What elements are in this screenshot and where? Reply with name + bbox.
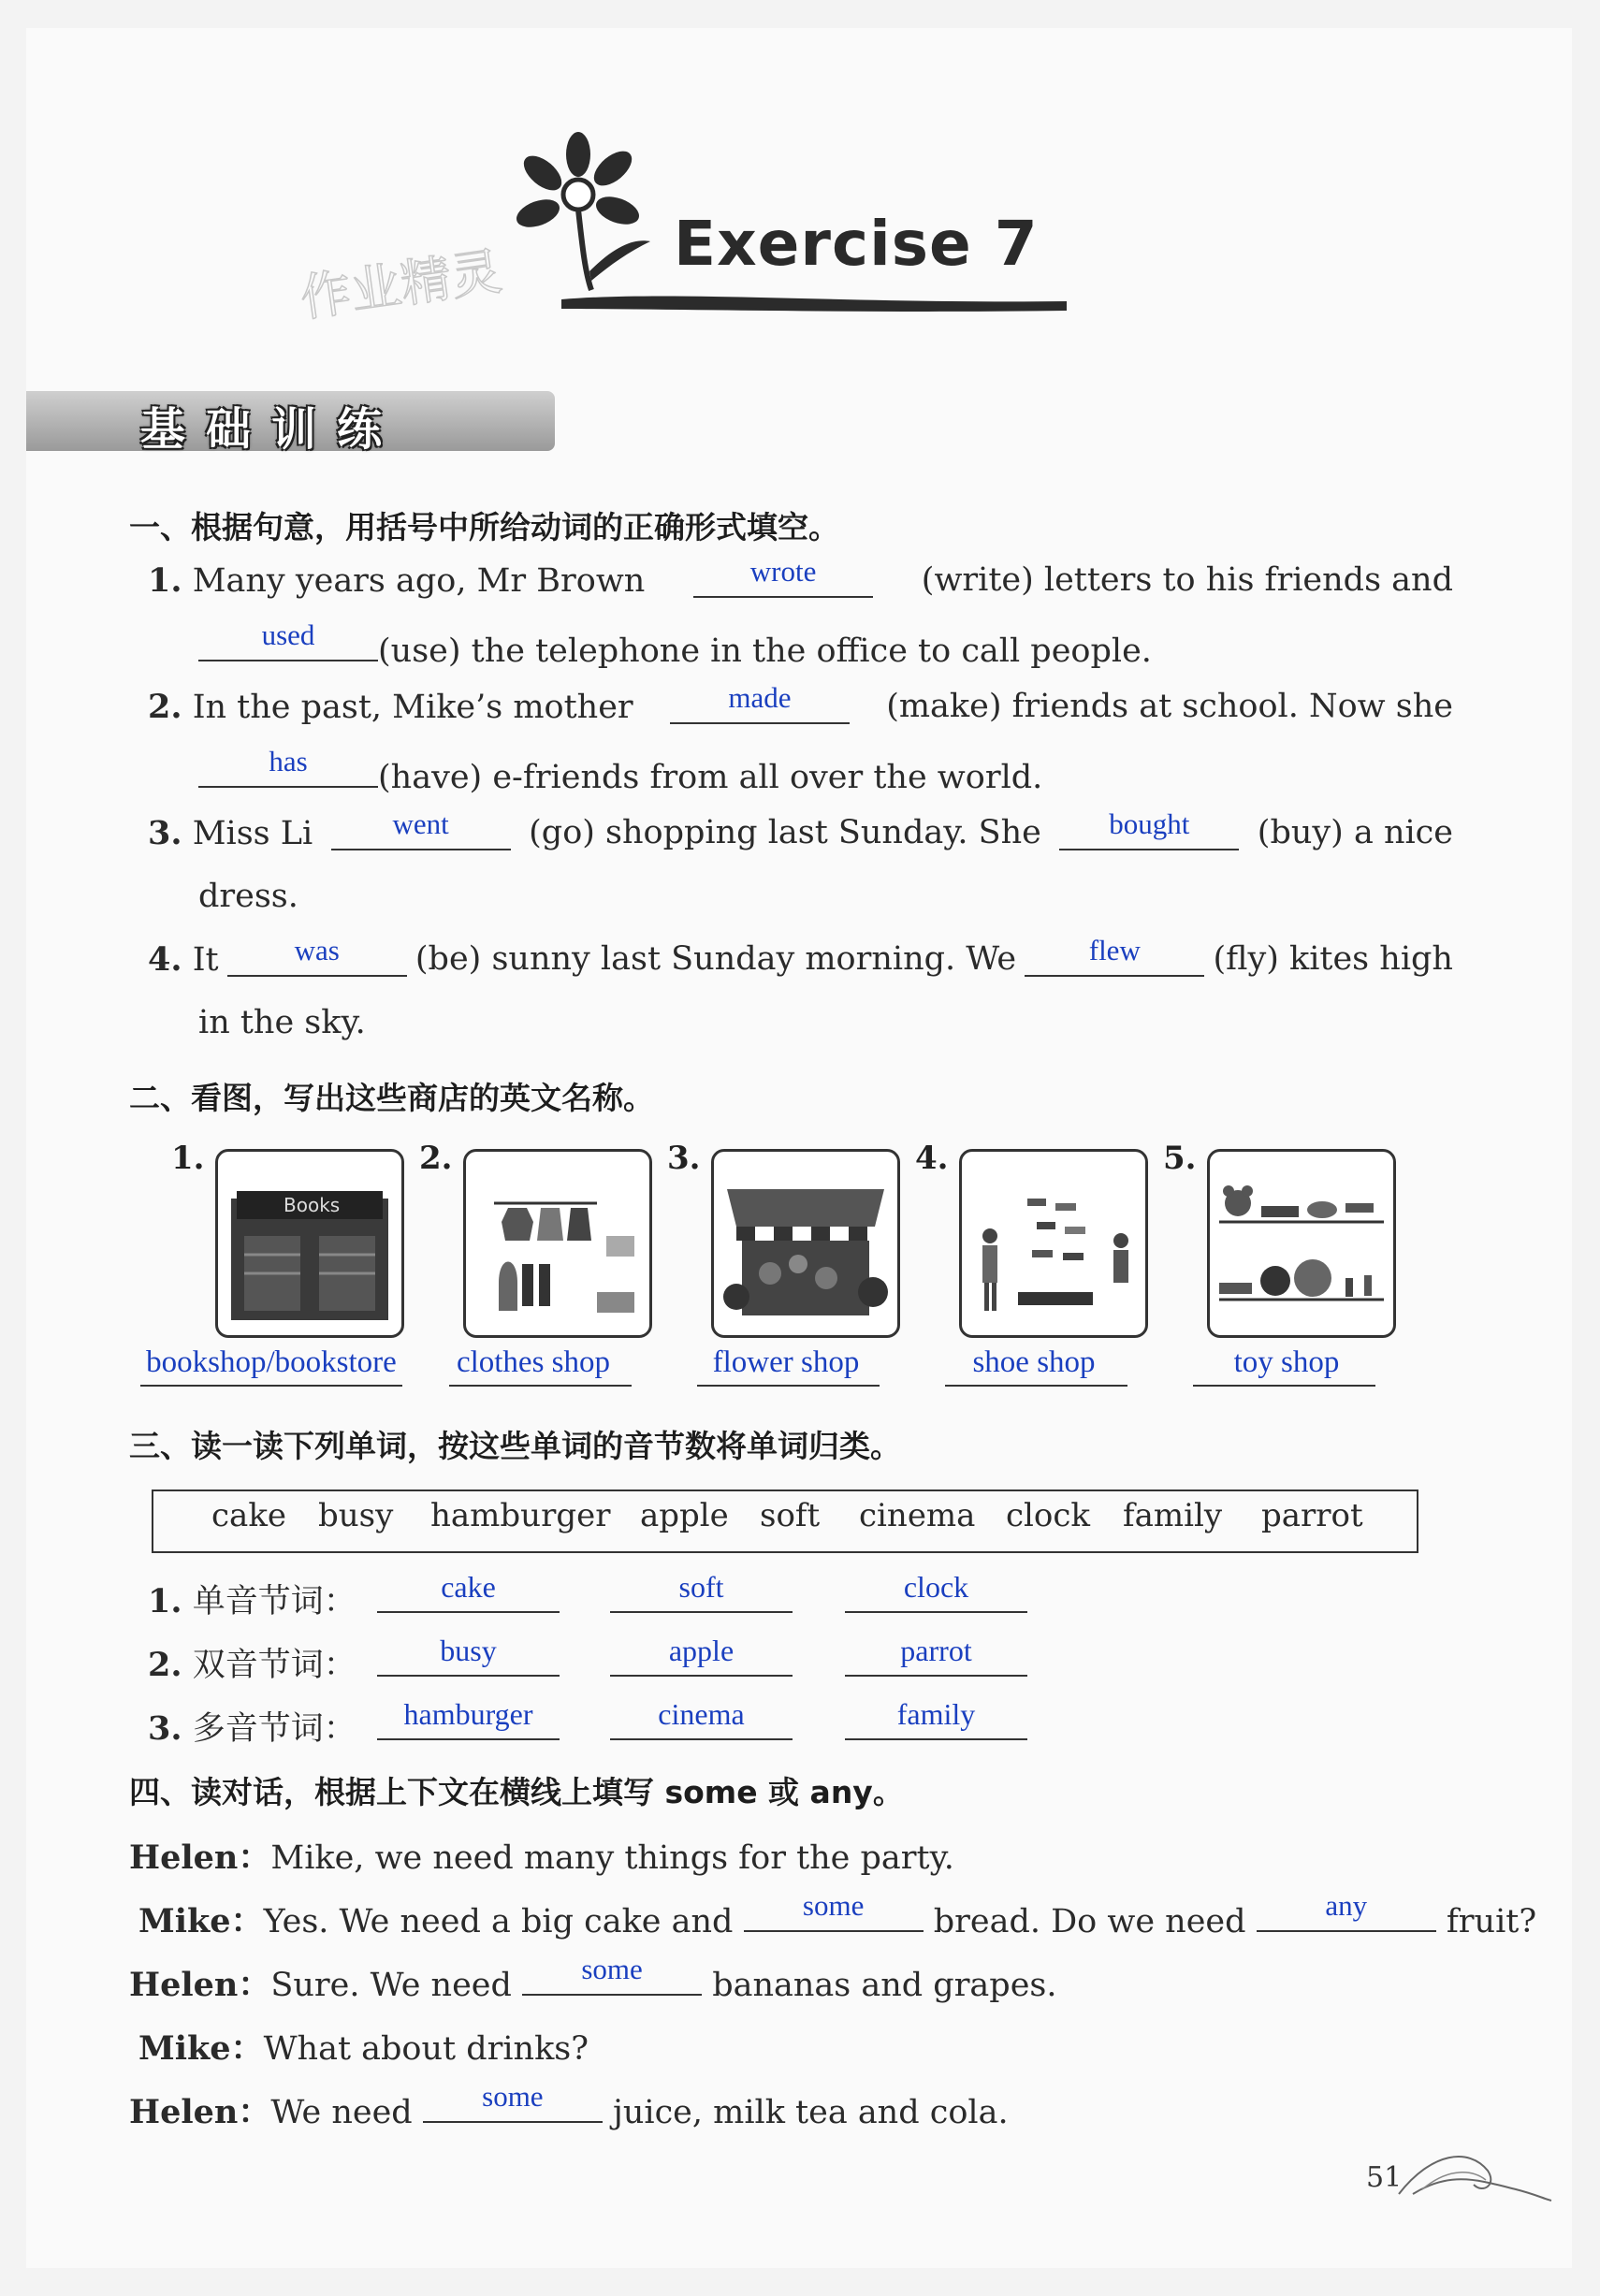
shop5-blank[interactable] (1193, 1385, 1375, 1387)
speaker-helen: Helen： (129, 1966, 271, 2004)
speaker-mike: Mike： (138, 2029, 264, 2068)
q1-text-b: (write) letters to his friends and (921, 561, 1453, 599)
wave-decoration-icon (1394, 2143, 1553, 2208)
shop1-answer: bookshop/bookstore (146, 1345, 397, 1379)
shop4-answer: shoe shop (972, 1345, 1096, 1379)
cat-row3-number: 3. (148, 1709, 182, 1748)
q2-line1 (148, 681, 1453, 726)
cat-row1-label (148, 1576, 356, 1622)
dialogue2-blank2[interactable] (1257, 1889, 1436, 1932)
word-parrot: parrot (1261, 1497, 1363, 1534)
shoe-shop-picture (959, 1149, 1148, 1338)
clothes-shop-icon (466, 1152, 649, 1335)
section1-heading: 一、根据句意，用括号中所给动词的正确形式填空。 (129, 509, 839, 545)
dialogue3-text-b: bananas and grapes. (712, 1967, 1057, 2004)
q3-line1 (148, 807, 1453, 852)
dialogue-line4 (138, 2023, 589, 2070)
dialogue-line5 (129, 2080, 1009, 2133)
dialogue2-blank1[interactable] (744, 1889, 924, 1932)
q4-text-d: in the sky. (198, 1004, 366, 1041)
section2-heading: 二、看图，写出这些商店的英文名称。 (129, 1080, 654, 1116)
toy-shop-picture (1207, 1149, 1396, 1338)
speaker-helen: Helen： (129, 2093, 271, 2131)
q2-blank2[interactable] (198, 745, 378, 788)
shop2-number: 2. (419, 1140, 453, 1177)
q4-text-b: (be) sunny last Sunday morning. We (415, 940, 1017, 978)
q1-number: 1. (148, 561, 182, 600)
speaker-helen: Helen： (129, 1838, 271, 1877)
q4-answer1: was (294, 934, 340, 966)
dialogue2-answer1: some (802, 1889, 865, 1923)
shop3-blank[interactable] (697, 1385, 880, 1387)
shop1-blank[interactable] (140, 1385, 402, 1387)
bookshop-icon (218, 1152, 401, 1335)
dialogue5-blank[interactable] (423, 2080, 603, 2123)
q2-text-a: In the past, Mike’s mother (192, 689, 633, 726)
speaker-mike: Mike： (138, 1902, 264, 1940)
section4-heading: 四、读对话，根据上下文在横线上填写 some 或 any。 (129, 1774, 904, 1810)
dialogue1-text: Mike, we need many things for the party. (270, 1839, 954, 1877)
shop2-blank[interactable] (449, 1385, 632, 1387)
q1-answer1: wrote (749, 555, 817, 588)
cat-row2-number: 2. (148, 1646, 182, 1684)
q4-answer2: flew (1088, 934, 1141, 966)
q3-number: 3. (148, 814, 182, 852)
cat-row3-text: 多音节词： (192, 1710, 356, 1748)
dialogue-line3 (129, 1953, 1057, 2006)
toy-shop-icon (1210, 1152, 1393, 1335)
q1-answer2: used (261, 618, 315, 651)
watermark: 作业精灵 (297, 241, 505, 328)
dialogue5-text-a: We need (270, 2094, 413, 2131)
dialogue5-answer: some (482, 2080, 544, 2114)
word-soft: soft (760, 1497, 821, 1534)
word-cinema: cinema (859, 1497, 976, 1534)
q2-line2 (198, 745, 1043, 796)
shop2-answer: clothes shop (456, 1345, 611, 1379)
page-number: 51 (1366, 2161, 1403, 2194)
q2-number: 2. (148, 688, 182, 726)
cat-row3-answer2[interactable]: cinema (610, 1695, 793, 1740)
cat-row3-answer3[interactable]: family (845, 1695, 1027, 1740)
q3-blank2[interactable] (1059, 807, 1239, 850)
bookshop-picture (215, 1149, 404, 1338)
shop5-number: 5. (1163, 1140, 1197, 1177)
q4-blank1[interactable] (227, 934, 407, 977)
word-busy: busy (318, 1497, 394, 1534)
section3-heading: 三、读一读下列单词，按这些单词的音节数将单词归类。 (129, 1428, 901, 1464)
q1-blank2[interactable] (198, 618, 378, 661)
flower-shop-picture (711, 1149, 900, 1338)
q4-blank2[interactable] (1025, 934, 1204, 977)
shop4-number: 4. (915, 1140, 949, 1177)
q4-number: 4. (148, 940, 182, 979)
q2-blank1[interactable] (670, 681, 850, 724)
q1-text-a: Many years ago, Mr Brown (192, 562, 646, 600)
word-cake: cake (211, 1497, 287, 1534)
dialogue5-text-b: juice, milk tea and cola. (612, 2094, 1009, 2131)
q3-answer2: bought (1109, 807, 1190, 840)
dialogue2-text-b: bread. Do we need (933, 1903, 1246, 1940)
cat-row1-answer1[interactable]: cake (377, 1568, 560, 1613)
q2-text-c: (have) e-friends from all over the world. (378, 758, 1043, 796)
word-hamburger: hamburger (430, 1497, 611, 1534)
dialogue3-text-a: Sure. We need (270, 1967, 512, 2004)
shop1-number: 1. (171, 1140, 205, 1177)
q2-text-b: (make) friends at school. Now she (886, 688, 1453, 725)
shoe-shop-icon (962, 1152, 1145, 1335)
cat-row2-answer1[interactable]: busy (377, 1632, 560, 1677)
shop5-answer: toy shop (1233, 1345, 1340, 1379)
dialogue4-text: What about drinks? (263, 2030, 589, 2068)
cat-row1-text: 单音节词： (192, 1583, 356, 1620)
q1-text-c: (use) the telephone in the office to call people. (378, 632, 1152, 670)
shop3-number: 3. (667, 1140, 701, 1177)
cat-row3-label (148, 1703, 356, 1750)
dialogue2-text-a: Yes. We need a big cake and (263, 1903, 734, 1940)
word-apple: apple (640, 1497, 729, 1534)
q3-blank1[interactable] (331, 807, 511, 850)
cat-row2-answer2[interactable]: apple (610, 1632, 793, 1677)
shop4-blank[interactable] (945, 1385, 1127, 1387)
cat-row2-answer3[interactable]: parrot (845, 1632, 1027, 1677)
q2-answer2: has (269, 745, 308, 777)
cat-row1-answer3[interactable]: clock (845, 1568, 1027, 1613)
q1-line1 (148, 555, 1453, 600)
q1-blank1[interactable] (693, 555, 873, 598)
clothes-shop-picture (463, 1149, 652, 1338)
dialogue3-blank[interactable] (522, 1953, 702, 1996)
shop3-answer: flower shop (712, 1345, 860, 1379)
word-family: family (1123, 1497, 1223, 1534)
flower-shop-icon (714, 1152, 897, 1335)
page-title: Exercise 7 (674, 208, 1039, 280)
banner-title: 基础训练 (140, 403, 403, 456)
q3-text-d: dress. (198, 878, 298, 915)
q4-line1 (148, 934, 1453, 979)
q2-answer1: made (728, 681, 792, 714)
q4-text-a: It (192, 941, 219, 979)
q1-line2 (198, 618, 1152, 670)
cat-row3-answer1[interactable]: hamburger (377, 1695, 560, 1740)
q4-text-c: (fly) kites high (1213, 940, 1453, 978)
cat-row2-label (148, 1639, 356, 1686)
q3-text-c: (buy) a nice (1257, 814, 1453, 851)
q3-text-a: Miss Li (192, 815, 313, 852)
q3-answer1: went (392, 807, 449, 840)
cat-row1-answer2[interactable]: soft (610, 1568, 793, 1613)
dialogue2-text-c: fruit? (1446, 1903, 1537, 1940)
cat-row1-number: 1. (148, 1582, 182, 1620)
q3-text-b: (go) shopping last Sunday. She (529, 814, 1041, 851)
bookshop-sign: Books (284, 1194, 341, 1216)
cat-row2-text: 双音节词： (192, 1647, 356, 1684)
word-clock: clock (1006, 1497, 1091, 1534)
dialogue2-answer2: any (1325, 1889, 1368, 1923)
dialogue-line1 (129, 1832, 954, 1879)
dialogue-line2 (138, 1889, 1537, 1942)
dialogue3-answer: some (581, 1953, 643, 1986)
